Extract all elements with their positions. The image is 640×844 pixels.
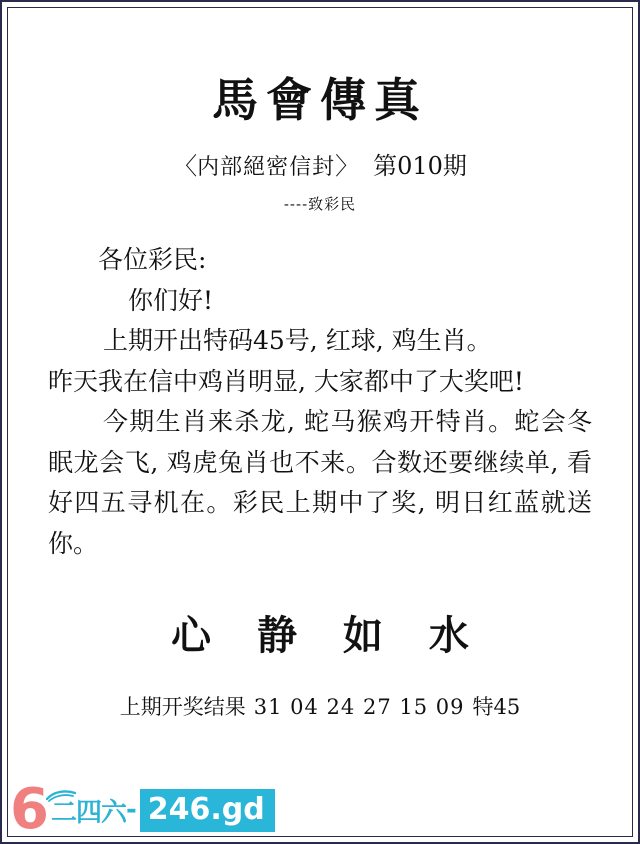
page-title: 馬會傳真 <box>212 73 428 127</box>
logo-separator: - <box>125 795 136 825</box>
greeting: 你们好! <box>128 285 214 315</box>
result-label: 上期开奖结果 <box>119 695 246 719</box>
result-special-number: 45 <box>493 695 521 719</box>
subtitle-text: 内部絕密信封 <box>197 155 336 180</box>
letter-body <box>48 240 592 564</box>
last-period-result-text: 上期开出特码45号, 红球, 鸡生肖。 <box>103 326 492 355</box>
logo-digit: 6 <box>10 777 49 842</box>
result-numbers: 31 04 24 27 15 09 <box>253 695 465 719</box>
previous-draw-result <box>2 691 638 721</box>
logo-domain-badge: 246.gd <box>140 789 275 832</box>
salutation: 各位彩民: <box>98 245 207 274</box>
subtitle-close-bracket: 〉 <box>335 152 360 180</box>
issue-number: 第010期 <box>373 152 467 180</box>
logo-chinese-text: 二四六 <box>50 797 126 828</box>
subtitle-open-bracket: 〈 <box>173 152 198 180</box>
slogan: 心 静 如 水 <box>171 612 485 659</box>
swoosh-icon <box>46 788 76 802</box>
dedication-line: ----致彩民 <box>283 195 357 213</box>
result-special-label: 特 <box>472 695 494 719</box>
previous-letter-note: 昨天我在信中鸡肖明显, 大家都中了大奖吧! <box>48 366 524 396</box>
prediction-text: 今期生肖来杀龙, 蛇马猴鸡开特肖。蛇会冬眠龙会飞, 鸡虎兔肖也不来。合数还要继续单, 看好四五寻机在。彩民上期中了奖, 明日红蓝就送你。 <box>48 407 592 558</box>
subtitle-row <box>2 146 638 181</box>
